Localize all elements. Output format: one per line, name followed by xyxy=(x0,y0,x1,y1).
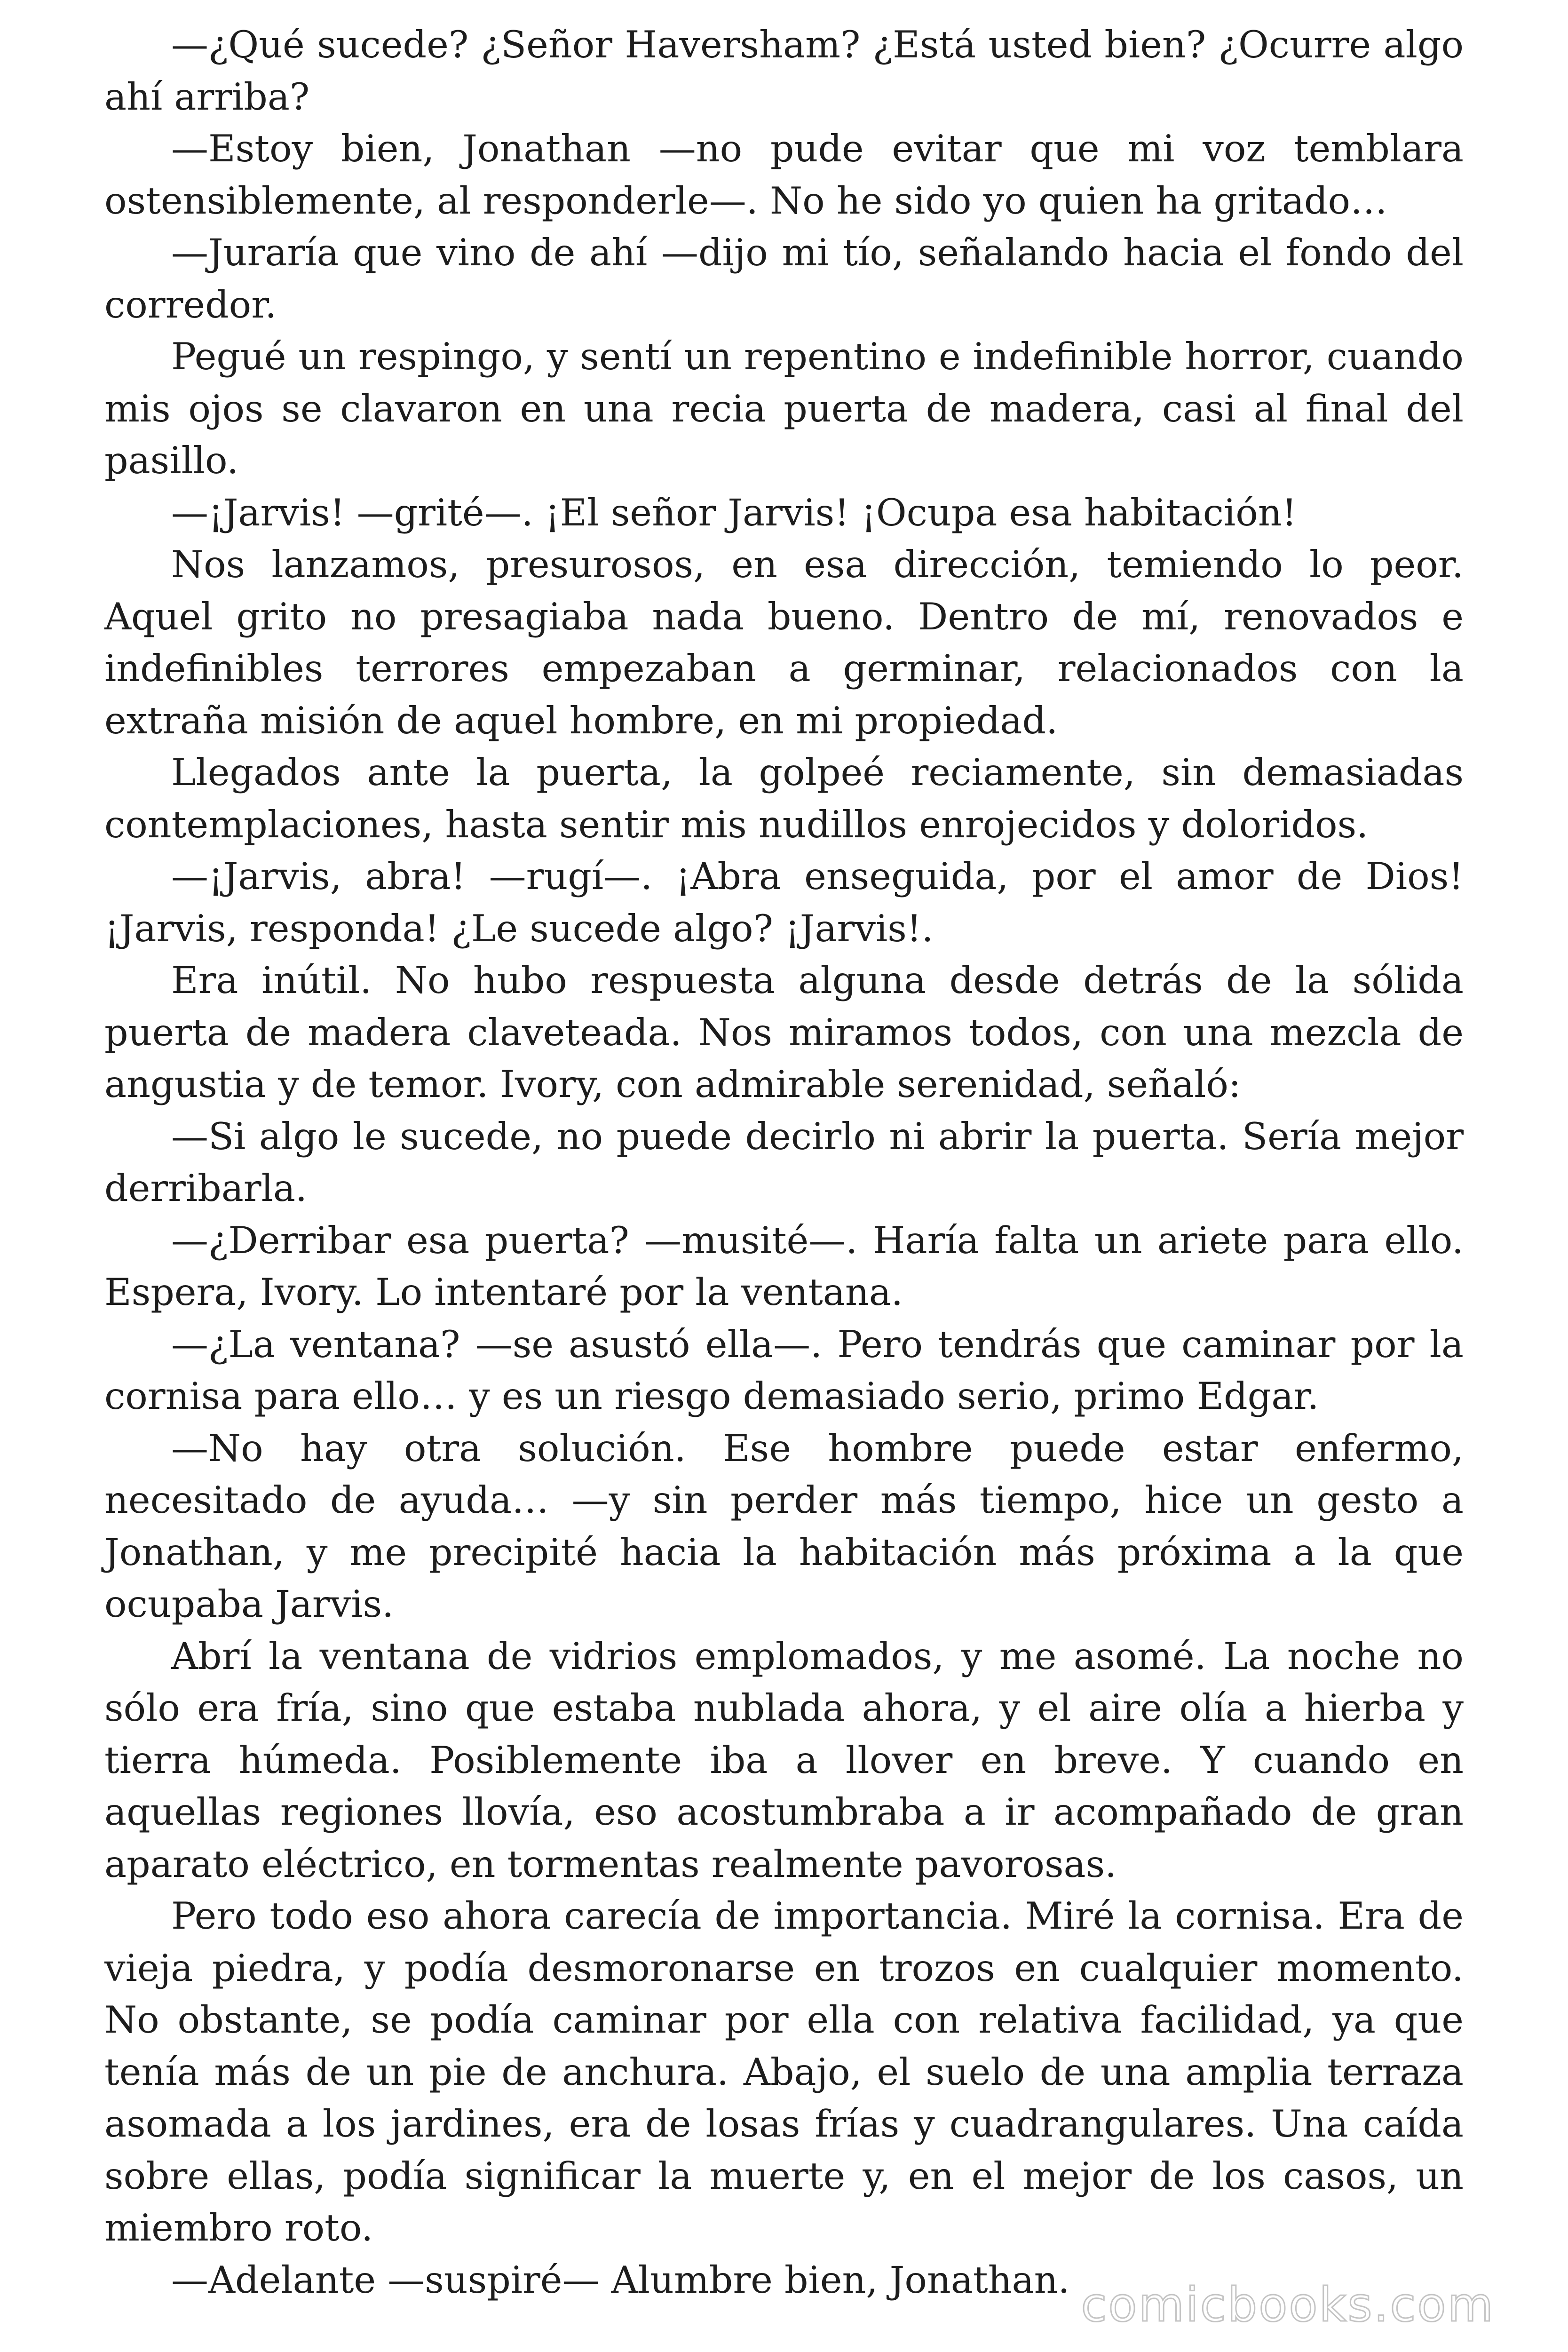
paragraph: —No hay otra solución. Ese hombre puede estar enfermo, necesitado de ayuda… —y sin perder más tiempo, hice un gesto a Jonathan, y me precipité hacia la habitación más próxima a la que ocupaba Jarvis. xyxy=(104,1426,1464,1626)
paragraph: —¿La ventana? —se asustó ella—. Pero tendrás que caminar por la cornisa para ello… y es un riesgo demasiado serio, primo Edgar. xyxy=(104,1322,1464,1418)
paragraph: Abrí la ventana de vidrios emplomados, y me asomé. La noche no sólo era fría, sino que estaba nublada ahora, y el aire olía a hierba y tierra húmeda. Posiblemente iba a llover en breve. Y cuando en aquellas regiones llovía, eso acostumbraba a ir acompañado de gran aparato eléctrico, en tormentas realmente pavorosas. xyxy=(104,1634,1464,1886)
paragraph: Nos lanzamos, presurosos, en esa dirección, temiendo lo peor. Aquel grito no presagiaba nada bueno. Dentro de mí, renovados e indefinibles terrores empezaban a germinar, relacionados con la extraña misión de aquel hombre, en mi propiedad. xyxy=(104,543,1464,742)
paragraph: Llegados ante la puerta, la golpeé reciamente, sin demasiadas contemplaciones, hasta sentir mis nudillos enrojecidos y doloridos. xyxy=(104,751,1464,846)
paragraph: —¡Jarvis, abra! —rugí—. ¡Abra enseguida, por el amor de Dios! ¡Jarvis, responda! ¿Le sucede algo? ¡Jarvis!. xyxy=(104,855,1464,950)
paragraph: —Juraría que vino de ahí —dijo mi tío, señalando hacia el fondo del corredor. xyxy=(104,231,1464,326)
paragraph: —¿Qué sucede? ¿Señor Haversham? ¿Está usted bien? ¿Ocurre algo ahí arriba? xyxy=(104,23,1464,119)
paragraph: —Si algo le sucede, no puede decirlo ni abrir la puerta. Sería mejor derribarla. xyxy=(104,1114,1464,1210)
paragraph: —¡Jarvis! —grité—. ¡El señor Jarvis! ¡Ocupa esa habitación! xyxy=(171,491,1297,534)
paragraph: —Adelante —suspiré— Alumbre bien, Jonathan. xyxy=(171,2258,1070,2302)
paragraph: —¿Derribar esa puerta? —musité—. Haría falta un ariete para ello. Espera, Ivory. Lo intentaré por la ventana. xyxy=(104,1218,1464,1314)
paragraph: —Estoy bien, Jonathan —no pude evitar que mi voz temblara ostensiblemente, al responderle—. No he sido yo quien ha gritado… xyxy=(104,127,1464,222)
paragraph: Era inútil. No hubo respuesta alguna desde detrás de la sólida puerta de madera claveteada. Nos miramos todos, con una mezcla de angustia y de temor. Ivory, con admirable serenidad, señaló: xyxy=(104,959,1464,1106)
book-page xyxy=(104,19,1464,2306)
paragraph: Pegué un respingo, y sentí un repentino e indefinible horror, cuando mis ojos se clavaron en una recia puerta de madera, casi al final del pasillo. xyxy=(104,335,1464,482)
paragraph: Pero todo eso ahora carecía de importancia. Miré la cornisa. Era de vieja piedra, y podía desmoronarse en trozos en cualquier momento. No obstante, se podía caminar por ella con relativa facilidad, ya que tenía más de un pie de anchura. Abajo, el suelo de una amplia terraza asomada a los jardines, era de losas frías y cuadrangulares. Una caída sobre ellas, podía significar la muerte y, en el mejor de los casos, un miembro roto. xyxy=(104,1894,1464,2249)
watermark: comicbooks.com xyxy=(1081,2277,1495,2332)
